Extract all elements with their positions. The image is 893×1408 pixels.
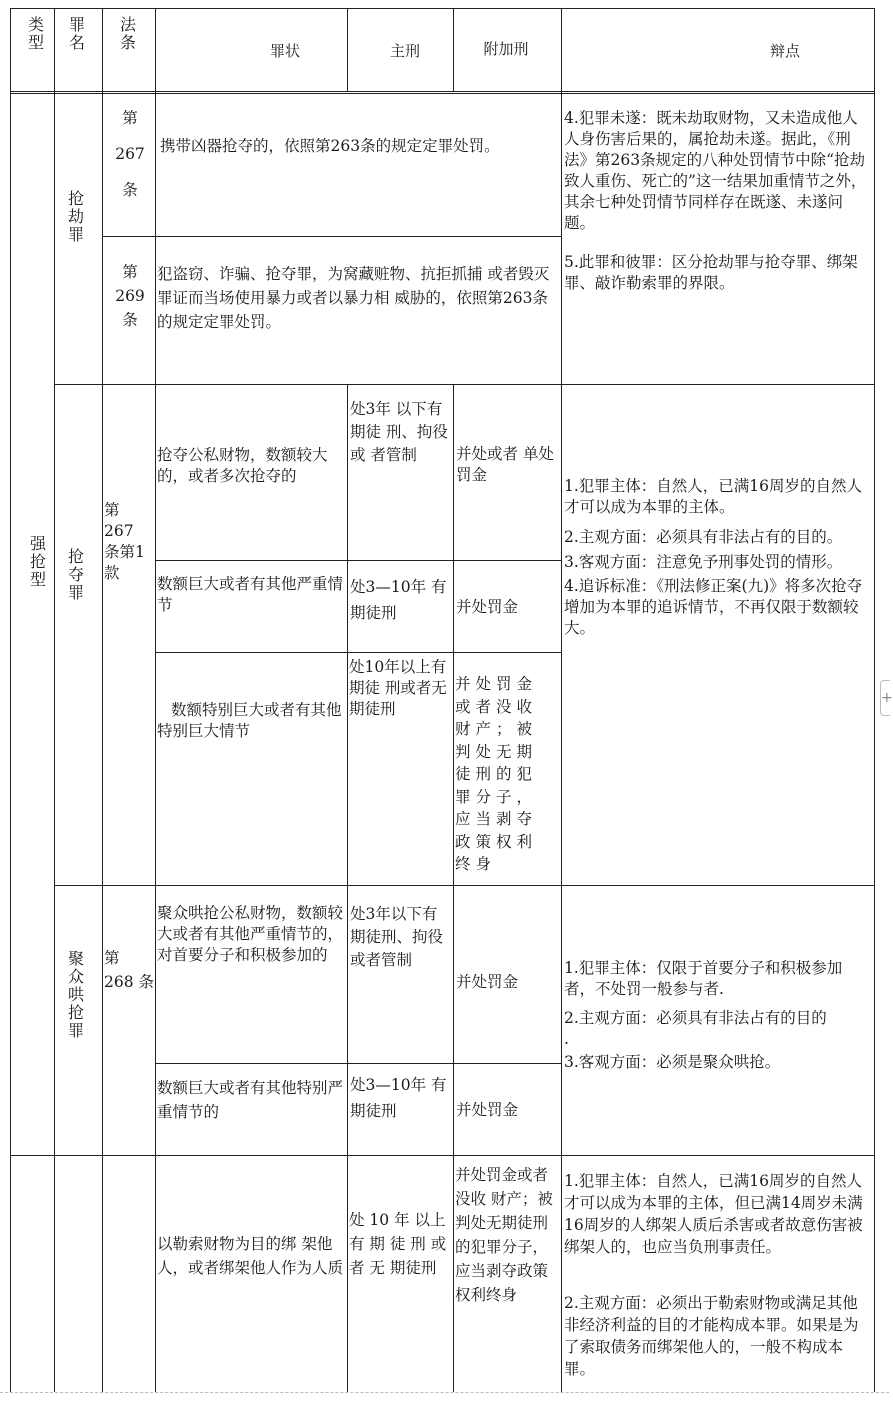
header-divider — [10, 91, 875, 92]
row-divider — [102, 236, 561, 237]
article-268: 第 268 条 — [104, 949, 155, 991]
snatching-additional-2: 并处罚金 — [456, 598, 519, 616]
robbery-debate-4: 4.犯罪未遂：既未劫取财物，又未造成他人人身伤害后果的，属抢劫未遂。据此，《刑法》第263条规定的八种处罚情节中除“抢劫致人重伤、死亡的”这一结果加重情节之外，其余七种处罚情节同样存在既遂、未遂问题。 — [564, 109, 867, 232]
kidnap-debate-2: 2.主观方面：必须出于勒索财物或满足其他 非经济利益的目的才能构成本罪。如果是为了索取债务而绑架他人的，一般不构成本罪。 — [564, 1294, 863, 1378]
header-additional-penalty: 附加刑 — [483, 40, 529, 58]
row-divider — [10, 1155, 875, 1156]
kidnap-conduct: 以勒索财物为目的绑 架他人，或者绑架他人作为人质 — [157, 1235, 344, 1277]
robbery-267-conduct: 携带凶器抢夺的，依照第263条的规定定罪处罚。 — [160, 137, 500, 155]
kidnap-main: 处 10 年 以上 有 期 徒 刑 或 者 无 期徒刑 — [349, 1211, 452, 1277]
row-divider — [155, 1063, 561, 1064]
snatching-main-2: 处3—10年 有期徒刑 — [350, 578, 447, 622]
col-divider — [347, 8, 348, 92]
snatching-debate-4: 4.追诉标准：《刑法修正案(九)》将多次抢夺增加为本罪的追诉情节，不再仅限于数额较大。 — [564, 577, 863, 637]
plus-icon: + — [881, 690, 893, 706]
header-main-penalty: 主刑 — [389, 42, 420, 60]
col-divider — [155, 8, 156, 1392]
mob-additional-1: 并处罚金 — [456, 973, 519, 991]
robbery-debate-5: 5.此罪和彼罪：区分抢劫罪与抢夺罪、绑架罪、敲诈勒索罪的界限。 — [564, 253, 858, 292]
article-267-1: 第 267 条第1 款 — [104, 501, 145, 582]
expand-handle[interactable] — [880, 680, 893, 716]
header-divider-2 — [10, 93, 875, 94]
row-divider — [54, 885, 874, 886]
snatching-main-3: 处10年以上有期徒 刑或者无 期徒刑 — [349, 658, 452, 718]
article-267: 第 267 条 — [115, 109, 145, 199]
mob-debate-1: 1.犯罪主体：仅限于首要分子和积极参加 者，不处罚一般参与者. — [564, 959, 848, 998]
mob-debate-3: 3.客观方面：必须是聚众哄抢。 — [564, 1053, 781, 1071]
header-conduct: 罪状 — [269, 42, 300, 60]
col-divider — [453, 8, 454, 92]
kidnap-additional: 并处罚金或者没收 财产；被判处无期徒刑的犯罪分子，应当剥夺政策权利终身 — [455, 1166, 553, 1304]
article-269: 第 269 条 — [115, 263, 145, 329]
kidnap-debate-1: 1.犯罪主体：自然人，已满16周岁的自然人 才可以成为本罪的主体，但已满14周岁未满16周岁的人绑架人质后杀害或者故意伤害被绑架人的，也应当负刑事责任。 — [564, 1172, 867, 1256]
crime-name-mob-looting: 聚众哄抢罪 — [67, 949, 84, 1040]
snatching-main-1: 处3年 以下有期徒 刑、拘役或 者管制 — [350, 400, 448, 464]
col-divider — [102, 8, 103, 1392]
col-divider — [453, 385, 454, 1392]
mob-conduct-2: 数额巨大或者有其他特别严重情节的 — [157, 1079, 344, 1121]
snatching-conduct-2: 数额巨大或者有其他严重情节 — [157, 575, 344, 614]
table-border-right — [874, 8, 875, 1392]
col-divider — [54, 8, 55, 1392]
mob-additional-2: 并处罚金 — [456, 1101, 519, 1119]
row-divider — [155, 560, 561, 561]
col-divider — [347, 385, 348, 1392]
table-border-left — [10, 8, 11, 1392]
mob-debate-2: 2.主观方面：必须具有非法占有的目的 . — [564, 1009, 827, 1048]
header-debate: 辩点 — [769, 42, 800, 60]
row-divider — [155, 652, 561, 653]
mob-main-1: 处3年以下有期徒刑、拘役或者管制 — [350, 905, 444, 969]
header-crime: 罪名 — [68, 15, 85, 52]
snatching-conduct-3: 数额特别巨大或者有其他特别巨大情节 — [157, 701, 342, 740]
header-article: 法条 — [119, 15, 136, 52]
robbery-269-conduct: 犯盗窃、诈骗、抢夺罪，为窝藏赃物、抗拒抓捕 或者毁灭罪证而当场使用暴力或者以暴力相 威胁的，依照第263条的规定定罪处罚。 — [157, 265, 550, 331]
crime-name-snatching: 抢夺罪 — [67, 547, 84, 602]
page-break-line — [0, 1392, 889, 1393]
snatching-debate-1: 1.犯罪主体：自然人，已满16周岁的自然人才可以成为本罪的主体。 — [564, 477, 863, 516]
mob-conduct-1: 聚众哄抢公私财物，数额较大或者有其他严重情节的，对首要分子和积极参加的 — [157, 904, 344, 964]
snatching-debate-2: 2.主观方面：必须具有非法占有的目的。 — [564, 528, 843, 546]
snatching-additional-1: 并处或者 单处罚金 — [456, 445, 554, 484]
crime-name-robbery: 抢劫罪 — [67, 189, 84, 244]
snatching-conduct-1: 抢夺公私财物，数额较大的，或者多次抢夺的 — [157, 446, 328, 485]
header-type: 类型 — [27, 15, 44, 52]
table-border-top — [10, 8, 875, 9]
type-label: 强抢型 — [29, 534, 46, 589]
col-divider — [561, 8, 562, 1392]
snatching-additional-3: 并处罚金或者没收财产；被判处无期徒刑的犯罪分子，应当剥夺政策权利终身 — [455, 675, 538, 873]
mob-main-2: 处3—10年 有期徒刑 — [350, 1076, 447, 1120]
snatching-debate-3: 3.客观方面：注意免予刑事处罚的情形。 — [564, 553, 843, 571]
row-divider — [54, 384, 874, 385]
